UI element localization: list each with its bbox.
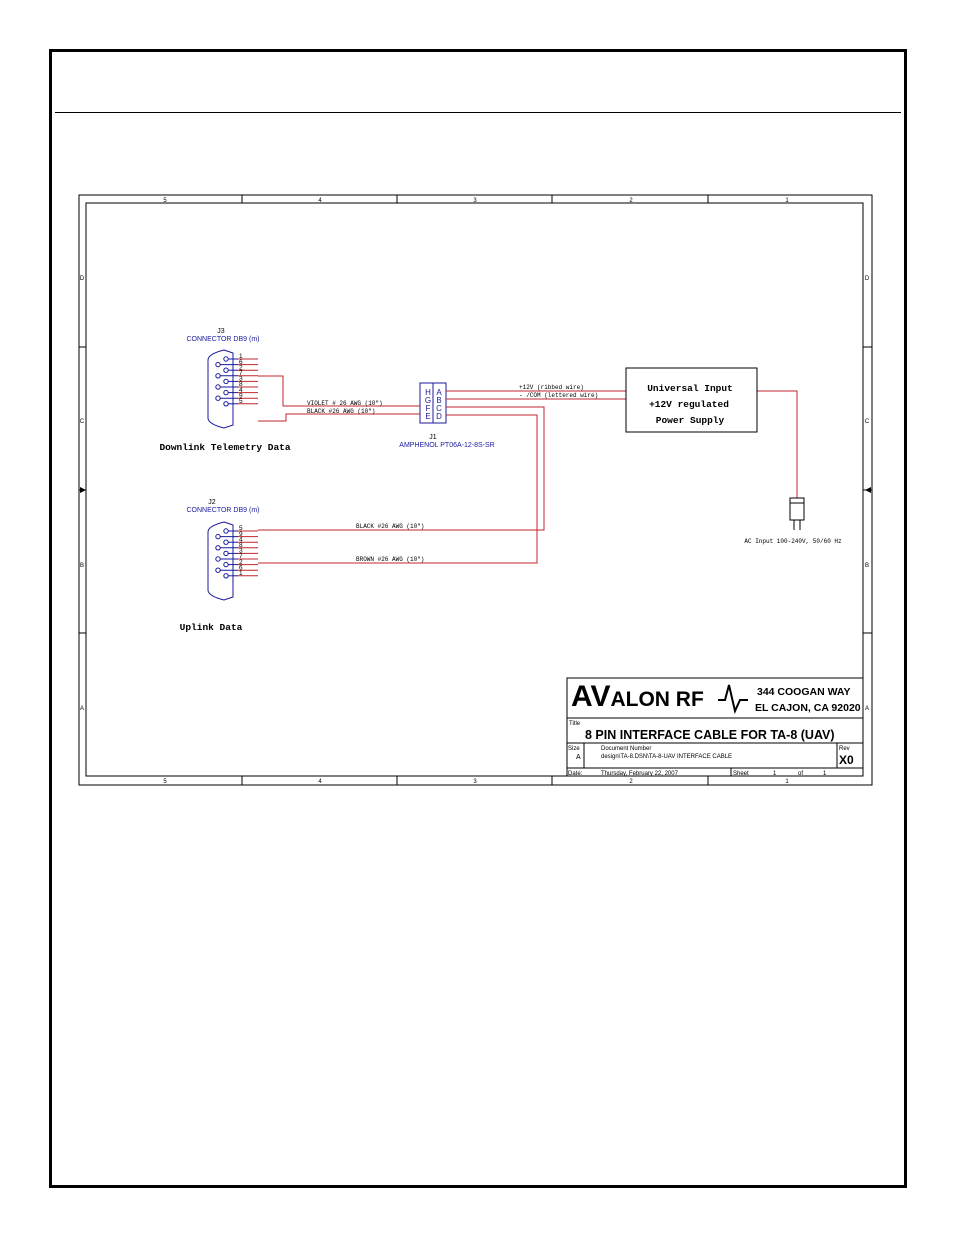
j1-pin-d: D	[436, 412, 442, 421]
wire-black-uplink	[258, 407, 544, 530]
j3-pin-contact	[224, 368, 228, 372]
j2-pin-number: 2	[239, 558, 243, 566]
j3-pin-contact	[216, 374, 220, 378]
j3-pin-contact	[216, 396, 220, 400]
row-label-right: A	[864, 706, 870, 712]
ac-plug-icon	[790, 498, 804, 530]
j1-pin-f: F	[425, 404, 431, 413]
date-value: Thursday, February 22, 2007	[601, 771, 678, 777]
j3-part: CONNECTOR DB9 (m)	[186, 336, 260, 343]
logo	[571, 680, 704, 713]
j2-pin-number: 9	[239, 530, 243, 538]
title-block	[567, 678, 863, 777]
col-label-bottom: 5	[163, 779, 167, 785]
j2-pin-contact	[224, 540, 228, 544]
docnum-value: design\TA-8.DSN\TA-8-UAV INTERFACE CABLE	[601, 754, 733, 760]
j3-pin-number: 4	[239, 386, 243, 394]
wire-ac	[757, 391, 797, 498]
docnum-label: Document Number	[601, 746, 652, 752]
j3-pin-number: 2	[239, 364, 243, 372]
col-label-top: 1	[785, 198, 789, 204]
j3-pin-number: 1	[239, 353, 243, 361]
j2-pin-contact	[224, 551, 228, 555]
j2-caption: Uplink Data	[179, 622, 243, 633]
j1-pin-c: C	[436, 404, 442, 413]
label-violet: VIOLET # 26 AWG (10")	[307, 400, 383, 407]
j2-pin-group	[216, 525, 258, 578]
connector-j1	[399, 383, 494, 449]
center-arrows	[80, 487, 871, 493]
ac-input-label: AC Input 100-240V, 50/60 Hz	[744, 538, 842, 545]
j1-pin-g: G	[424, 396, 432, 405]
logo-rest: ALON RF	[610, 688, 704, 711]
col-label-bottom: 2	[629, 779, 633, 785]
rev-value: X0	[839, 753, 854, 767]
j1-pin-e: E	[425, 412, 431, 421]
j2-pin-contact	[216, 534, 220, 538]
wire-black-top	[258, 414, 420, 421]
logo-waveform-icon	[718, 685, 748, 711]
of-label: of	[798, 771, 804, 777]
j3-shell	[208, 350, 233, 428]
date-label: Date:	[568, 771, 583, 777]
wire-labels	[307, 384, 598, 563]
col-label-top: 3	[473, 198, 477, 204]
j2-part: CONNECTOR DB9 (m)	[186, 507, 260, 514]
j3-pin-contact	[224, 379, 228, 383]
j3-pin-number: 6	[239, 358, 243, 366]
row-label-left: C	[79, 419, 85, 425]
row-label-right: D	[864, 276, 870, 282]
j1-pin-a: A	[436, 388, 442, 397]
j2-pin-number: 1	[239, 570, 243, 577]
j3-pin-contact	[216, 362, 220, 366]
j2-pin-number: 8	[239, 542, 243, 549]
sheet-label: Sheet	[733, 771, 749, 777]
j2-pin-contact	[224, 562, 228, 566]
j2-pin-contact	[216, 546, 220, 550]
j3-pin-contact	[216, 385, 220, 389]
j3-pin-contact	[224, 390, 228, 394]
j2-pin-number: 3	[239, 547, 243, 555]
col-label-top: 5	[163, 198, 167, 204]
label-black-uplink: BLACK #26 AWG (10")	[356, 523, 425, 530]
col-label-bottom: 4	[318, 779, 322, 785]
j1-part: AMPHENOL PT06A-12-8S-SR	[399, 442, 495, 449]
j2-pin-contact	[224, 574, 228, 578]
label-plus12: +12V (ribbed wire)	[519, 384, 584, 391]
power-supply	[626, 368, 757, 432]
j3-pin-group	[216, 353, 258, 406]
label-com: - /COM (lettered wire)	[519, 392, 599, 399]
wire-brown	[258, 415, 537, 563]
j2-pin-number: 6	[239, 564, 243, 572]
connector-j3	[159, 328, 290, 453]
j3-pin-number: 8	[239, 381, 243, 389]
connector-j2	[180, 499, 260, 633]
j2-ref: J2	[208, 499, 216, 506]
j2-pin-number: 7	[239, 553, 243, 561]
j1-ref: J1	[429, 434, 437, 441]
j2-pin-number: 5	[239, 525, 243, 533]
label-black-top: BLACK #26 AWG (10")	[307, 408, 376, 415]
j2-pin-contact	[216, 568, 220, 572]
sheet-total: 1	[823, 771, 827, 777]
j2-pin-contact	[216, 557, 220, 561]
sheet-number: 1	[773, 771, 777, 777]
label-brown: BROWN #26 AWG (10")	[356, 556, 425, 563]
logo-av: AV	[571, 680, 611, 713]
column-ticks	[79, 195, 872, 785]
col-label-bottom: 3	[473, 779, 477, 785]
address-line1: 344 COOGAN WAY	[757, 686, 851, 698]
sheet-border	[79, 195, 872, 785]
row-label-left: B	[79, 563, 85, 569]
title-label: Title	[569, 721, 581, 727]
j3-ref: J3	[217, 328, 225, 335]
j3-pin-number: 5	[239, 398, 243, 405]
j3-pin-contact	[224, 402, 228, 406]
size-value: A	[576, 754, 581, 761]
j3-pin-number: 9	[239, 392, 243, 400]
j3-pin-contact	[224, 357, 228, 361]
col-label-bottom: 1	[785, 779, 789, 785]
address-line2: EL CAJON, CA 92020	[755, 702, 861, 714]
j3-pin-number: 7	[239, 370, 243, 377]
rev-label: Rev	[839, 746, 850, 752]
col-label-top: 2	[629, 198, 633, 204]
drawing-title: 8 PIN INTERFACE CABLE FOR TA-8 (UAV)	[585, 728, 835, 742]
j2-pin-number: 4	[239, 536, 243, 544]
j3-caption: Downlink Telemetry Data	[159, 442, 291, 453]
j1-pin-h: H	[425, 388, 431, 397]
j2-pin-contact	[224, 529, 228, 533]
j3-pin-number: 3	[239, 375, 243, 383]
row-label-right: C	[864, 419, 870, 425]
col-label-top: 4	[318, 198, 322, 204]
size-label: Size	[568, 746, 580, 752]
psu-line1: Universal Input	[647, 383, 733, 394]
row-label-left: D	[79, 276, 85, 282]
row-label-left: A	[79, 706, 85, 712]
j2-shell	[208, 522, 233, 600]
psu-line3: Power Supply	[655, 415, 725, 426]
row-label-right: B	[864, 563, 870, 569]
psu-line2: +12V regulated	[649, 399, 729, 410]
j1-pin-b: B	[436, 396, 442, 405]
